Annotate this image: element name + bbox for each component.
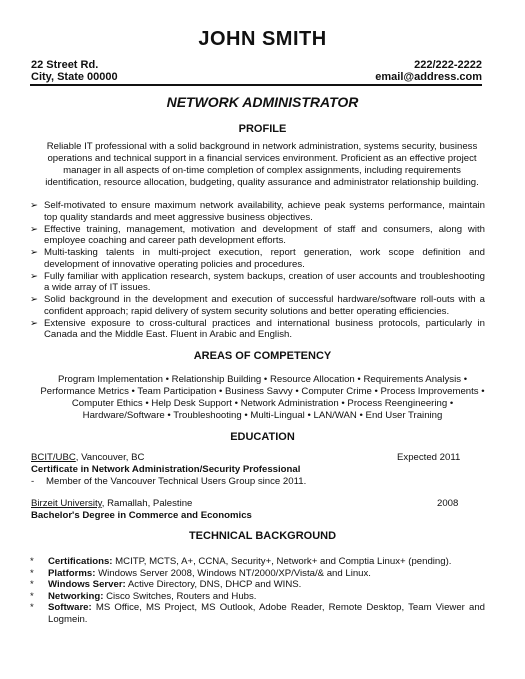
school-location: , Ramallah, Palestine <box>101 498 193 509</box>
competency-list <box>25 374 500 422</box>
header-divider <box>30 84 482 86</box>
technical-item <box>30 602 485 625</box>
technical-item-text: MS Office, MS Project, MS Outlook, Adobe Reader, Remote Desktop, Team Viewer and Logmein. <box>48 602 485 625</box>
profile-summary: Reliable IT professional with a solid background in network administration, systems security, business operations and technical support in a financial services environment. Proficient as an effective project manager in all aspects of on-time completion of complex assignments, including requirements identification, resource allocation, budgeting, quality assurance and administrator relationship building. <box>45 141 479 188</box>
arrow-bullet-icon: ➢ <box>30 317 39 329</box>
email-address[interactable]: email@address.com <box>375 71 482 83</box>
education-date: Expected 2011 <box>397 452 461 463</box>
address-line-1: 22 Street Rd. <box>31 59 99 71</box>
profile-bullet <box>30 200 485 224</box>
competency-line: Hardware/Software • Troubleshooting • Multi-Lingual • LAN/WAN • End User Training <box>82 410 443 421</box>
profile-bullet <box>30 271 485 295</box>
arrow-bullet-icon: ➢ <box>30 270 39 282</box>
profile-bullet-list <box>30 200 485 341</box>
asterisk-bullet-icon: * <box>30 567 34 579</box>
technical-item-label: Certifications: <box>48 556 113 567</box>
technical-item <box>30 591 485 603</box>
school-name[interactable]: BCIT/UBC <box>31 452 76 463</box>
profile-bullet-text: Fully familiar with application research, system backups, creation of user accounts and troubleshooting a wide array of IT issues. <box>44 270 485 294</box>
school-name[interactable]: Birzeit University <box>31 498 102 509</box>
technical-item-label: Networking: <box>48 590 104 602</box>
technical-item <box>30 568 485 580</box>
profile-bullet <box>30 294 485 318</box>
profile-bullet <box>30 318 485 342</box>
asterisk-bullet-icon: * <box>30 556 34 567</box>
phone-number: 222/222-2222 <box>414 59 482 71</box>
technical-item-label: Software: <box>48 602 92 613</box>
arrow-bullet-icon: ➢ <box>30 223 39 235</box>
profile-bullet-text: Multi-tasking talents in multi-project execution, report generation, work scope definition and development of innovative operating policies and procedures. <box>44 247 485 270</box>
education-credential: Certificate in Network Administration/Security Professional <box>31 464 301 475</box>
profile-bullet <box>30 224 485 248</box>
education-note-marker: - <box>31 476 35 487</box>
competency-line: Computer Ethics • Help Desk Support • Network Administration • Process Reengineering • <box>71 398 454 409</box>
school-location: , Vancouver, BC <box>75 452 145 463</box>
competency-line: Program Implementation • Relationship Building • Resource Allocation • Requirements Analysis • <box>57 374 468 385</box>
technical-item-text: Cisco Switches, Routers and Hubs. <box>103 590 257 602</box>
technical-item-label: Windows Server: <box>48 579 126 590</box>
profile-bullet-text: Extensive exposure to cross-cultural practices and international business protocols, particularly in Canada and the Middle East. Fluent in Arabic and English. <box>44 317 485 341</box>
technical-item <box>30 556 485 568</box>
technical-item-text: Active Directory, DNS, DHCP and WINS. <box>125 579 302 590</box>
competency-line: Performance Metrics • Team Participation • Business Savvy • Computer Crime • Process Improvements • <box>40 386 485 397</box>
candidate-name: JOHN SMITH <box>198 28 327 50</box>
education-heading: EDUCATION <box>230 431 295 443</box>
profile-bullet-text: Effective training, management, motivation and development of staff and consumers, along with employee coaching and career path development efforts. <box>44 223 485 247</box>
education-school-line <box>31 452 144 463</box>
technical-item-text: Windows Server 2008, Windows NT/2000/XP/Vista/& and Linux. <box>95 567 371 579</box>
profile-bullet <box>30 247 485 271</box>
technical-list <box>30 556 485 625</box>
profile-bullet-text: Solid background in the development and execution of successful hardware/software roll-outs with a confident approach; rapid delivery of system security solutions and better operating efficiencies. <box>44 294 485 317</box>
asterisk-bullet-icon: * <box>30 579 34 590</box>
arrow-bullet-icon: ➢ <box>30 294 39 305</box>
education-credential: Bachelor's Degree in Commerce and Economics <box>31 510 252 521</box>
address-line-2: City, State 00000 <box>31 71 118 83</box>
asterisk-bullet-icon: * <box>30 602 34 613</box>
education-date: 2008 <box>437 498 459 509</box>
profile-heading: PROFILE <box>238 123 287 135</box>
competency-heading: AREAS OF COMPETENCY <box>193 350 332 362</box>
technical-item-text: MCITP, MCTS, A+, CCNA, Security+, Network+ and Comptia Linux+ (pending). <box>112 556 452 567</box>
education-note: Member of the Vancouver Technical Users Group since 2011. <box>46 476 307 487</box>
technical-item <box>30 579 485 591</box>
job-title: NETWORK ADMINISTRATOR <box>166 94 359 110</box>
technical-item-label: Platforms: <box>48 567 96 579</box>
arrow-bullet-icon: ➢ <box>30 247 39 258</box>
education-school-line <box>31 498 192 509</box>
arrow-bullet-icon: ➢ <box>30 200 39 211</box>
profile-bullet-text: Self-motivated to ensure maximum network availability, achieve peak systems performance, maintain top quality standards and meet aggressive business objectives. <box>44 200 485 223</box>
technical-heading: TECHNICAL BACKGROUND <box>188 530 337 542</box>
asterisk-bullet-icon: * <box>30 590 34 602</box>
